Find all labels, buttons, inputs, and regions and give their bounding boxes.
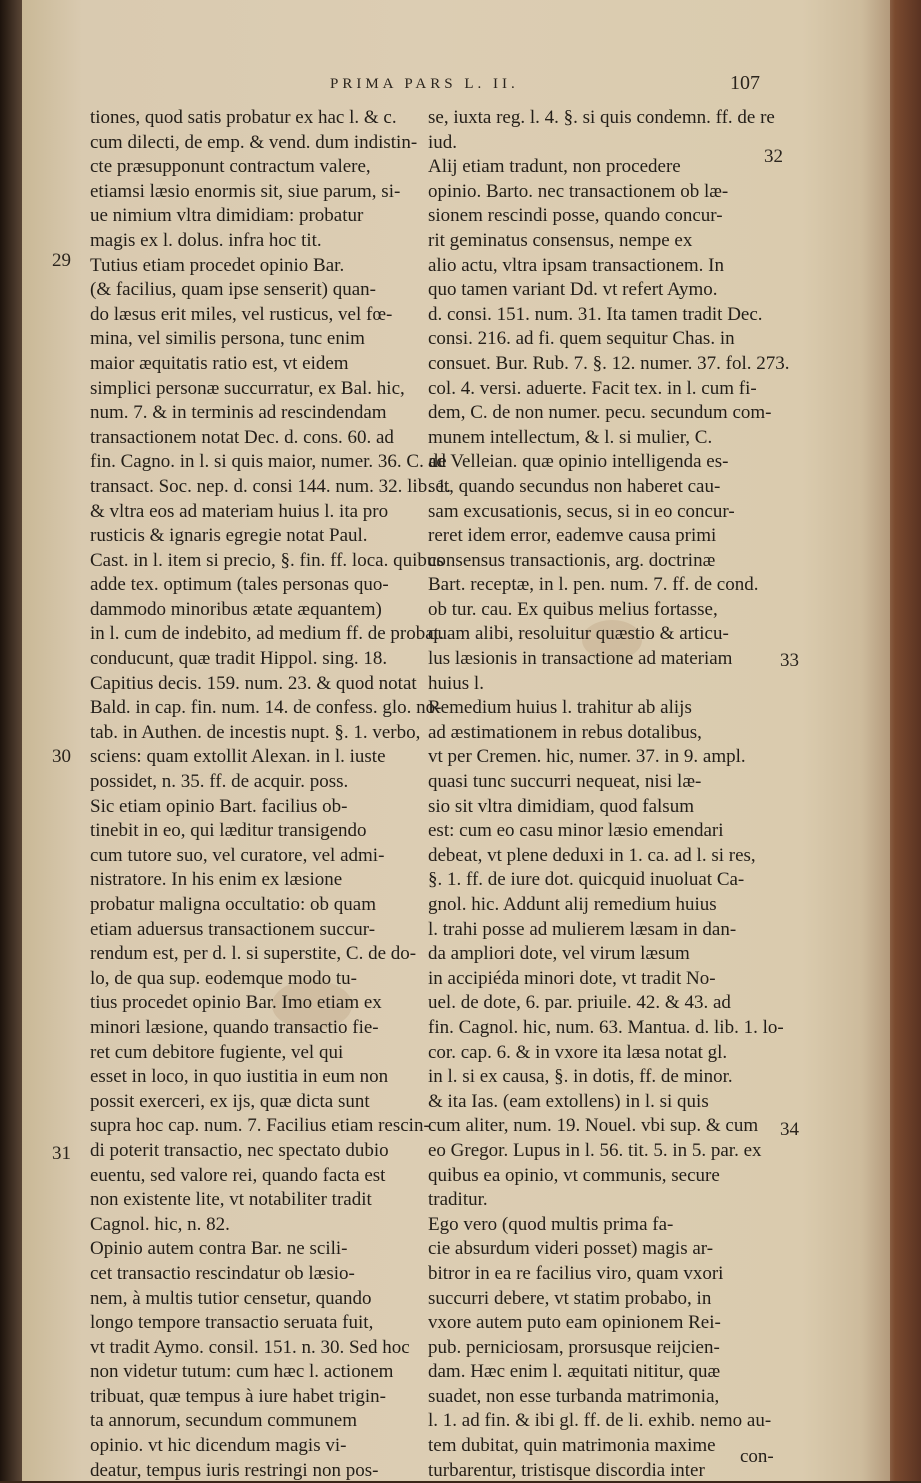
text-line: rusticis & ignaris egregie notat Paul. — [90, 525, 368, 547]
text-line: succurri debere, vt statim probabo, in — [428, 1287, 712, 1309]
running-title: PRIMA PARS L. II. — [330, 76, 519, 92]
text-line: etiam aduersus transactionem succur- — [90, 918, 376, 940]
text-line: quam alibi, resoluitur quæstio & articu- — [428, 623, 729, 645]
text-line: traditur. — [428, 1189, 488, 1211]
text-line: fin. Cagnol. hic, num. 63. Mantua. d. lib. 1. lo- — [428, 1016, 784, 1038]
text-line: cie absurdum videri posset) magis ar- — [428, 1238, 714, 1260]
margin-number-32: 32 — [764, 146, 783, 167]
text-line: transact. Soc. nep. d. consi 144. num. 32. lib. 1. — [90, 475, 451, 497]
text-line: l. trahi posse ad mulierem læsam in dan- — [428, 918, 737, 940]
text-line: conducunt, quæ tradit Hippol. sing. 18. — [90, 648, 388, 670]
text-line: eo Gregor. Lupus in l. 56. tit. 5. in 5. par. ex — [428, 1139, 762, 1161]
text-line: Opinio autem contra Bar. ne scili- — [90, 1238, 348, 1260]
text-line: vt per Cremen. hic, numer. 37. in 9. ampl. — [428, 746, 746, 768]
text-line: quibus ea opinio, vt communis, secure — [428, 1164, 720, 1186]
text-line: col. 4. versi. aduerte. Facit tex. in l. cum fi- — [428, 377, 757, 399]
text-line: sio sit vltra dimidiam, quod falsum — [428, 795, 694, 817]
text-line: consuet. Bur. Rub. 7. §. 12. numer. 37. fol. 273. — [428, 352, 790, 374]
text-line: possidet, n. 35. ff. de acquir. poss. — [90, 771, 349, 793]
text-line: possit exerceri, ex ijs, quæ dicta sunt — [90, 1090, 370, 1112]
text-line: tinebit in eo, qui læditur transigendo — [90, 820, 367, 842]
text-line: huius l. — [428, 672, 484, 694]
text-line: iud. — [428, 131, 458, 153]
page-number: 107 — [730, 72, 760, 94]
text-line: est: cum eo casu minor læsio emendari — [428, 820, 724, 842]
text-line: non videtur tutum: cum hæc l. actionem — [90, 1361, 394, 1383]
page — [22, 0, 890, 1481]
text-line: d. consi. 151. num. 31. Ita tamen tradit Dec. — [428, 303, 763, 325]
text-line: debeat, vt plene deduxi in 1. ca. ad l. si res, — [428, 844, 756, 866]
text-line: in l. cum de indebito, ad medium ff. de probat. — [90, 623, 444, 645]
text-line: munem intellectum, & l. si mulier, C. — [428, 426, 713, 448]
text-line: quasi tunc succurri nequeat, nisi læ- — [428, 771, 702, 793]
text-line: tius procedet opinio Bar. Imo etiam ex — [90, 992, 382, 1014]
text-line: cum tutore suo, vel curatore, vel admi- — [90, 844, 385, 866]
text-line: & vltra eos ad materiam huius l. ita pro — [90, 500, 389, 522]
text-line: adde tex. optimum (tales personas quo- — [90, 574, 389, 596]
text-line: suadet, non esse turbanda matrimonia, — [428, 1385, 720, 1407]
text-line: ta annorum, secundum communem — [90, 1410, 357, 1432]
text-line: lo, de qua sup. eodemque modo tu- — [90, 967, 358, 989]
catchword: con- — [740, 1446, 774, 1467]
text-line: nem, à multis tutior censetur, quando — [90, 1287, 372, 1309]
text-line: Remedium huius l. trahitur ab alijs — [428, 697, 692, 719]
text-line: di poterit transactio, nec spectato dubio — [90, 1139, 389, 1161]
text-line: set, quando secundus non haberet cau- — [428, 475, 721, 497]
text-line: euentu, sed valore rei, quando facta est — [90, 1164, 386, 1186]
text-line: Bart. receptæ, in l. pen. num. 7. ff. de cond. — [428, 574, 759, 596]
text-line: uel. de dote, 6. par. priuile. 42. & 43. ad — [428, 992, 731, 1014]
right-text-column — [428, 106, 788, 1483]
text-line: Ego vero (quod multis prima fa- — [428, 1213, 674, 1235]
text-line: alio actu, vltra ipsam transactionem. In — [428, 254, 724, 276]
text-line: Alij etiam tradunt, non procedere — [428, 156, 681, 178]
text-line: l. 1. ad fin. & ibi gl. ff. de li. exhib. nemo au- — [428, 1410, 772, 1432]
text-line: ob tur. cau. Ex quibus melius fortasse, — [428, 598, 718, 620]
text-line: ad Velleian. quæ opinio intelligenda es- — [428, 451, 729, 473]
text-line: in accipiéda minori dote, vt tradit No- — [428, 967, 716, 989]
text-line: (& facilius, quam ipse senserit) quan- — [90, 279, 376, 301]
text-line: consi. 216. ad fi. quem sequitur Chas. in — [428, 328, 735, 350]
text-line: turbarentur, tristisque discordia inter — [428, 1459, 705, 1481]
text-line: tribuat, quæ tempus à iure habet trigin- — [90, 1385, 387, 1407]
text-line: dam. Hæc enim l. æquitati nititur, quæ — [428, 1361, 721, 1383]
text-line: cor. cap. 6. & in vxore ita læsa notat gl. — [428, 1041, 728, 1063]
text-line: ad æstimationem in rebus dotalibus, — [428, 721, 702, 743]
margin-number-34: 34 — [780, 1119, 799, 1140]
text-line: cum aliter, num. 19. Nouel. vbi sup. & cum — [428, 1115, 759, 1137]
text-line: quo tamen variant Dd. vt refert Aymo. — [428, 279, 718, 301]
text-line: simplici personæ succurratur, ex Bal. hic, — [90, 377, 405, 399]
text-line: dammodo minoribus ætate æquantem) — [90, 598, 382, 620]
text-line: longo tempore transactio seruata fuit, — [90, 1312, 374, 1334]
text-line: tem dubitat, quin matrimonia maxime — [428, 1435, 716, 1457]
text-line: tab. in Authen. de incestis nupt. §. 1. verbo, — [90, 721, 421, 743]
text-line: transactionem notat Dec. d. cons. 60. ad — [90, 426, 394, 448]
text-line: lus læsionis in transactione ad materiam — [428, 648, 733, 670]
margin-number-29: 29 — [52, 250, 71, 271]
margin-number-30: 30 — [52, 746, 71, 767]
text-line: reret idem error, eademve causa primi — [428, 525, 717, 547]
text-line: num. 7. & in terminis ad rescindendam — [90, 402, 387, 424]
text-line: Cast. in l. item si precio, §. fin. ff. loca. quibus — [90, 549, 444, 571]
text-line: opinio. vt hic dicendum magis vi- — [90, 1435, 347, 1457]
text-line: probatur maligna occultatio: ob quam — [90, 894, 376, 915]
text-line: §. 1. ff. de iure dot. quicquid inuoluat Ca- — [428, 869, 745, 891]
text-line: rendum est, per d. l. si superstite, C. de do- — [90, 943, 417, 965]
text-line: do læsus erit miles, vel rusticus, vel fœ- — [90, 303, 393, 325]
text-line: maior æquitatis ratio est, vt eidem — [90, 352, 349, 374]
text-line: ue nimium vltra dimidiam: probatur — [90, 205, 364, 227]
text-line: da ampliori dote, vel virum læsum — [428, 943, 690, 965]
text-line: in l. si ex causa, §. in dotis, ff. de minor. — [428, 1066, 733, 1088]
text-line: nistratore. In his enim ex læsione — [90, 869, 343, 891]
text-line: vt tradit Aymo. consil. 151. n. 30. Sed hoc — [90, 1336, 410, 1358]
text-line: etiamsi læsio enormis sit, siue parum, si- — [90, 180, 401, 202]
text-line: Tutius etiam procedet opinio Bar. — [90, 254, 345, 276]
text-line: Bald. in cap. fin. num. 14. de confess. glo. no- — [90, 697, 442, 719]
text-line: cet transactio rescindatur ob læsio- — [90, 1262, 355, 1284]
text-line: cte præsupponunt contractum valere, — [90, 156, 371, 178]
text-line: tiones, quod satis probatur ex hac l. & c. — [90, 107, 397, 128]
text-line: rit geminatus consensus, nempe ex — [428, 229, 693, 251]
text-line: Sic etiam opinio Bart. facilius ob- — [90, 795, 348, 817]
text-line: bitror in ea re facilius viro, quam vxori — [428, 1262, 724, 1284]
text-line: & ita Ias. (eam extollens) in l. si quis — [428, 1090, 709, 1112]
text-line: magis ex l. dolus. infra hoc tit. — [90, 229, 322, 251]
text-line: minori læsione, quando transactio fie- — [90, 1016, 379, 1038]
text-line: se, iuxta reg. l. 4. §. si quis condemn. ff. de re — [428, 107, 775, 128]
text-line: deatur, tempus iuris restringi non pos- — [90, 1459, 379, 1481]
text-line: fin. Cagno. in l. si quis maior, numer. 36. C. de — [90, 451, 447, 473]
text-line: sionem rescindi posse, quando concur- — [428, 205, 723, 227]
text-line: Cagnol. hic, n. 82. — [90, 1213, 230, 1235]
text-line: consensus transactionis, arg. doctrinæ — [428, 549, 716, 571]
text-line: pub. perniciosam, prorsusque reijcien- — [428, 1336, 720, 1358]
text-line: supra hoc cap. num. 7. Facilius etiam rescin- — [90, 1115, 430, 1137]
margin-number-31: 31 — [52, 1143, 71, 1164]
text-line: opinio. Barto. nec transactionem ob læ- — [428, 180, 729, 202]
text-line: non existente lite, vt notabiliter tradit — [90, 1189, 372, 1211]
text-line: sciens: quam extollit Alexan. in l. iuste — [90, 746, 386, 768]
text-line: ret cum debitore fugiente, vel qui — [90, 1041, 344, 1063]
margin-number-33: 33 — [780, 650, 799, 671]
text-line: vxore autem puto eam opinionem Rei- — [428, 1312, 721, 1334]
text-line: dem, C. de non numer. pecu. secundum com- — [428, 402, 772, 424]
text-line: cum dilecti, de emp. & vend. dum indistin- — [90, 131, 418, 153]
previous-page-edge — [0, 0, 22, 1481]
text-line: mina, vel similis persona, tunc enim — [90, 328, 365, 350]
text-line: sam excusationis, secus, si in eo concur- — [428, 500, 735, 522]
text-line: gnol. hic. Addunt alij remedium huius — [428, 894, 717, 915]
text-line: esset in loco, in quo iustitia in eum non — [90, 1066, 389, 1088]
text-line: Capitius decis. 159. num. 23. & quod notat — [90, 672, 417, 694]
